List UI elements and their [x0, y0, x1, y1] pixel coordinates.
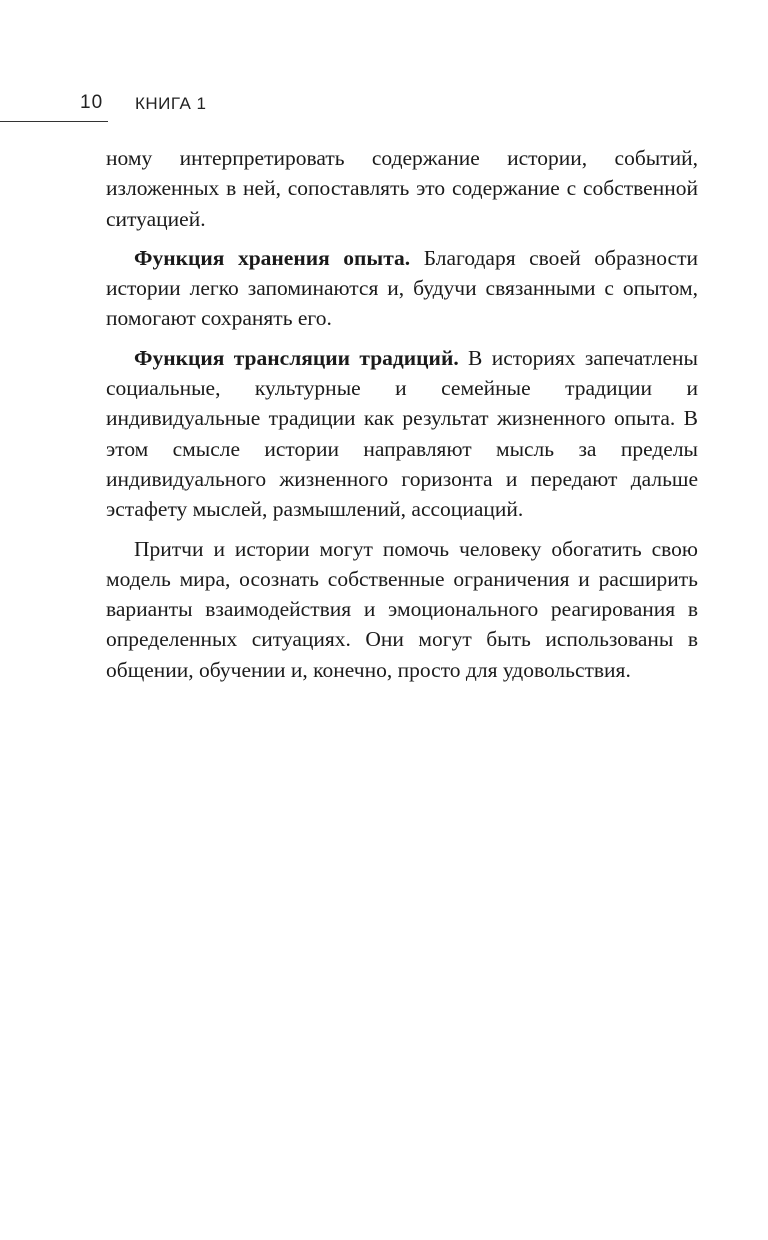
paragraph-continuation — [106, 143, 698, 234]
book-title: КНИГА 1 — [135, 94, 207, 113]
paragraph-tradition-transmission — [106, 343, 698, 525]
paragraph-term: Функция хранения опыта. — [134, 245, 411, 270]
paragraph-term: Функция трансляции традиций. — [134, 345, 459, 370]
page-number: 10 — [80, 92, 104, 113]
body-text — [106, 143, 698, 685]
running-head — [0, 90, 768, 130]
paragraph-parables — [106, 534, 698, 685]
header-rule — [0, 121, 108, 122]
paragraph-text: Благодаря своей образности истории легко запоминаются и, будучи связанными с опытом, помогают сохранять его. — [106, 245, 698, 331]
paragraph-text: Притчи и истории могут помочь человеку обогатить свою модель мира, осознать собственные ограничения и расширить варианты взаимодействия и эмоционального реагирования в определенных ситуациях. Они могут быть использованы в общении, обучении и, конечно, просто для удовольствия. — [106, 536, 698, 682]
paragraph-experience-storage — [106, 243, 698, 334]
paragraph-text: В историях запечатлены социальные, культурные и семейные традиции и индивидуальные традиции как результат жизненного опыта. В этом смысле истории направляют мысль за пределы индивидуального жизненного горизонта и передают дальше эстафету мыслей, размышлений, ассоциаций. — [106, 345, 698, 522]
paragraph-text: ному интерпретировать содержание истории, событий, изложенных в ней, сопоставлять это содержание с собственной ситуацией. — [106, 146, 698, 231]
